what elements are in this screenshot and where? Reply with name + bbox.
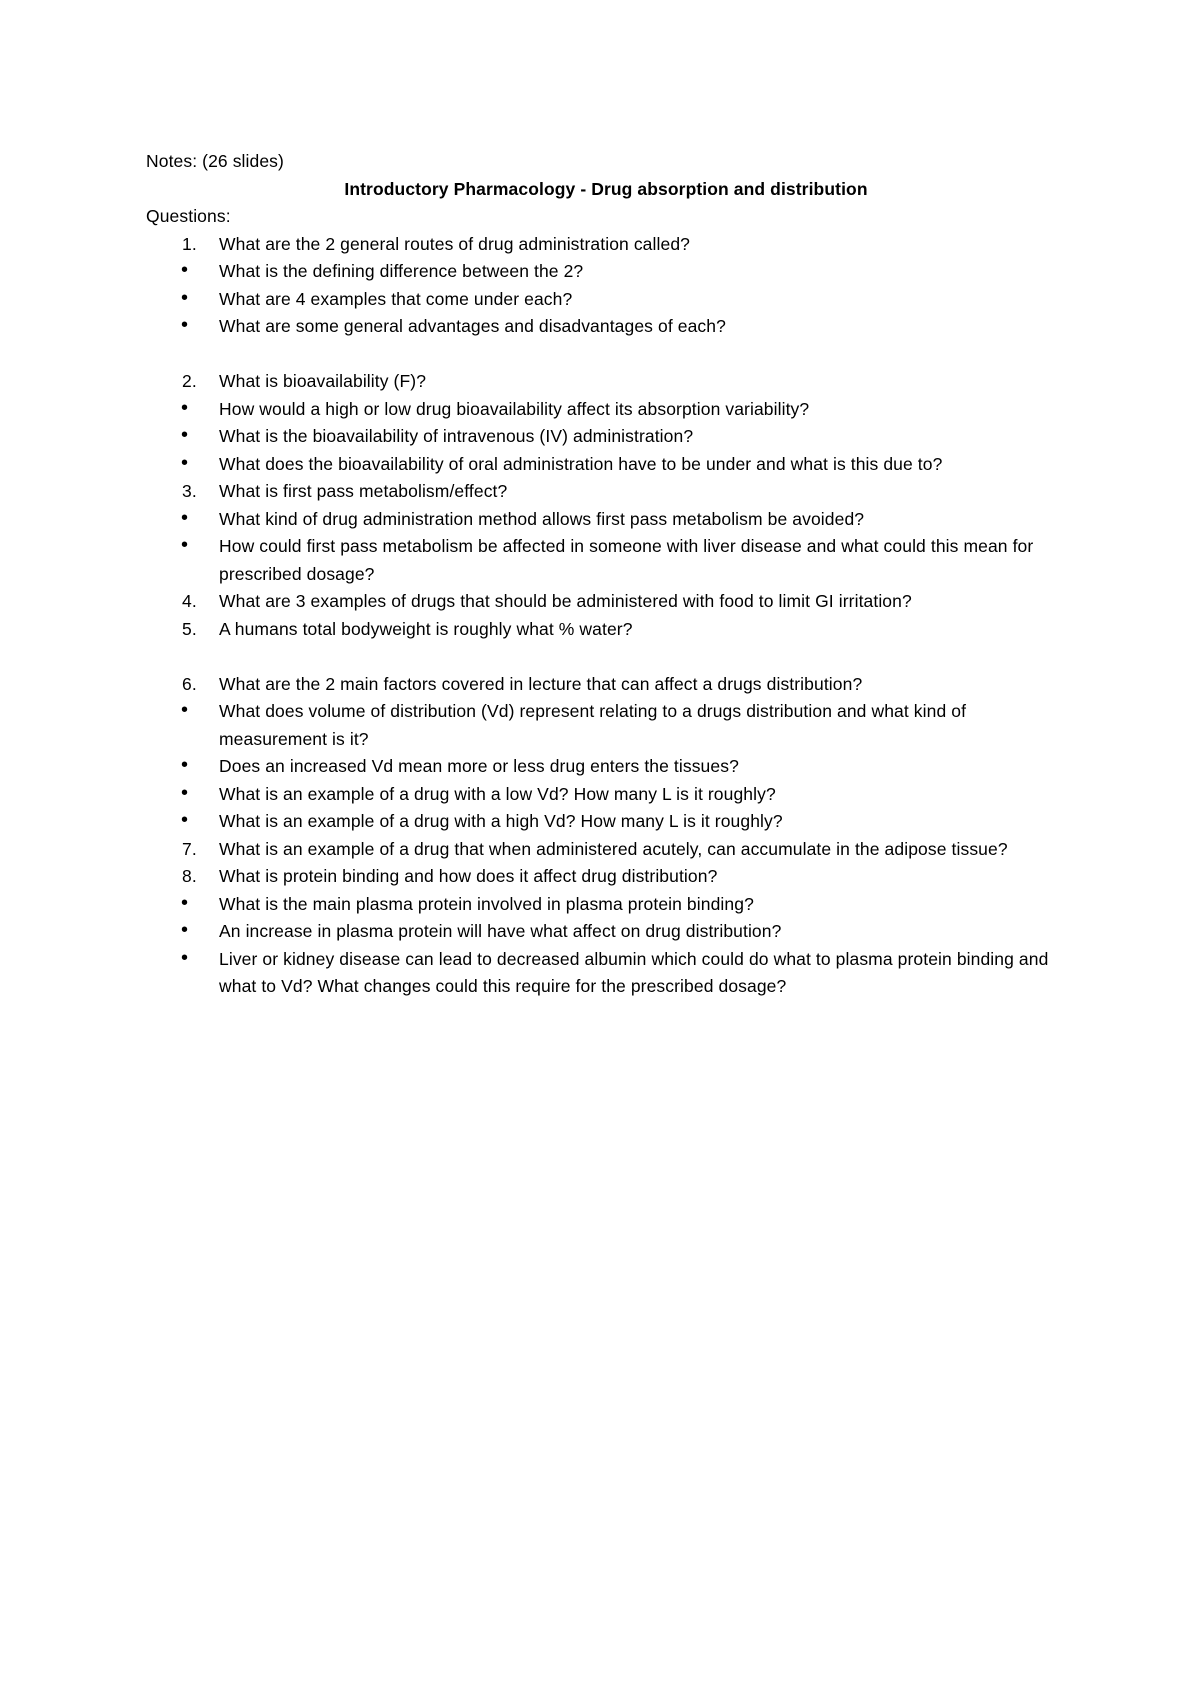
question-text: What is first pass metabolism/effect? [219, 481, 508, 501]
sub-question [181, 698, 1066, 753]
question-text: What is bioavailability (F)? [219, 371, 427, 391]
question-text: What are the 2 main factors covered in lecture that can affect a drugs distribution? [219, 673, 863, 694]
sub-question-list [181, 506, 1066, 589]
question-number: 4. [182, 591, 197, 611]
bullet-icon: • [181, 424, 189, 446]
question-number: 8. [182, 866, 197, 886]
question-text: What are 3 examples of drugs that should be administered with food to limit GI irritation? [219, 591, 912, 611]
question-text: What is an example of a drug that when administered acutely, can accumulate in the adipose tissue? [219, 838, 1008, 859]
bullet-icon: • [181, 314, 189, 336]
question-item [146, 231, 1066, 341]
sub-question-text: What are some general advantages and disadvantages of each? [219, 316, 726, 336]
document-title: Introductory Pharmacology - Drug absorption and distribution [344, 178, 868, 199]
sub-question-text: What is an example of a drug with a high Vd? How many L is it roughly? [219, 811, 783, 831]
questions-label: Questions: [146, 206, 231, 226]
question-number: 1. [182, 233, 197, 254]
sub-question-text: An increase in plasma protein will have what affect on drug distribution? [219, 921, 782, 941]
notes-label: Notes: (26 slides) [146, 151, 284, 171]
sub-question-text: What is the defining difference between the 2? [219, 261, 584, 281]
sub-question [181, 808, 1066, 836]
question-number: 5. [182, 618, 197, 639]
sub-question [181, 313, 1066, 341]
sub-question-text: What are 4 examples that come under each? [219, 288, 573, 309]
question-text: What is protein binding and how does it affect drug distribution? [219, 866, 718, 886]
bullet-icon: • [181, 506, 189, 529]
questions-list [146, 231, 1066, 1001]
document-content [146, 148, 1066, 1001]
sub-question-text: What does the bioavailability of oral administration have to be under and what is this due to? [219, 453, 943, 474]
question-number: 6. [182, 673, 197, 694]
sub-question [181, 781, 1066, 809]
bullet-icon: • [181, 396, 189, 419]
question-item [146, 836, 1066, 864]
sub-question [181, 451, 1066, 479]
bullet-icon: • [181, 286, 189, 309]
sub-question-text: How would a high or low drug bioavailability affect its absorption variability? [219, 398, 810, 419]
sub-question [181, 423, 1066, 451]
sub-question [181, 918, 1066, 946]
sub-question [181, 891, 1066, 919]
question-item [146, 368, 1066, 478]
sub-question-list [181, 396, 1066, 479]
question-text: A humans total bodyweight is roughly what % water? [219, 618, 633, 639]
sub-question-text: What is the main plasma protein involved in plasma protein binding? [219, 893, 754, 914]
sub-question-text: What is the bioavailability of intravenous (IV) administration? [219, 426, 694, 446]
sub-question [181, 506, 1066, 534]
question-item [146, 671, 1066, 836]
bullet-icon: • [181, 919, 189, 941]
question-item [146, 588, 1066, 616]
bullet-icon: • [181, 781, 189, 804]
sub-question [181, 258, 1066, 286]
question-item [146, 863, 1066, 1001]
sub-question-list [181, 258, 1066, 341]
sub-question-list [181, 891, 1066, 1001]
question-item [146, 478, 1066, 588]
sub-question-text: What kind of drug administration method allows first pass metabolism be avoided? [219, 508, 865, 529]
sub-question-list [181, 698, 1066, 836]
question-text: What are the 2 general routes of drug administration called? [219, 233, 690, 254]
question-number: 7. [182, 838, 197, 859]
bullet-icon: • [181, 451, 189, 474]
bullet-icon: • [181, 946, 189, 969]
question-item [146, 616, 1066, 644]
bullet-icon: • [181, 259, 189, 281]
sub-question-text: Does an increased Vd mean more or less drug enters the tissues? [219, 756, 739, 776]
bullet-icon: • [181, 809, 189, 831]
bullet-icon: • [181, 891, 189, 914]
question-number: 2. [182, 371, 197, 391]
sub-question [181, 533, 1066, 588]
sub-question-text: What does volume of distribution (Vd) represent relating to a drugs distribution and what kind of measurement is it? [219, 701, 967, 749]
sub-question-text: Liver or kidney disease can lead to decreased albumin which could do what to plasma protein binding and what to Vd? What changes could this require for the prescribed dosage? [219, 948, 1049, 996]
sub-question-text: How could first pass metabolism be affected in someone with liver disease and what could this mean for prescribed dosage? [219, 536, 1034, 584]
bullet-icon: • [181, 699, 189, 721]
sub-question [181, 753, 1066, 781]
sub-question [181, 286, 1066, 314]
bullet-icon: • [181, 534, 189, 556]
bullet-icon: • [181, 754, 189, 776]
sub-question [181, 946, 1066, 1001]
question-number: 3. [182, 481, 197, 501]
sub-question-text: What is an example of a drug with a low Vd? How many L is it roughly? [219, 783, 776, 804]
sub-question [181, 396, 1066, 424]
